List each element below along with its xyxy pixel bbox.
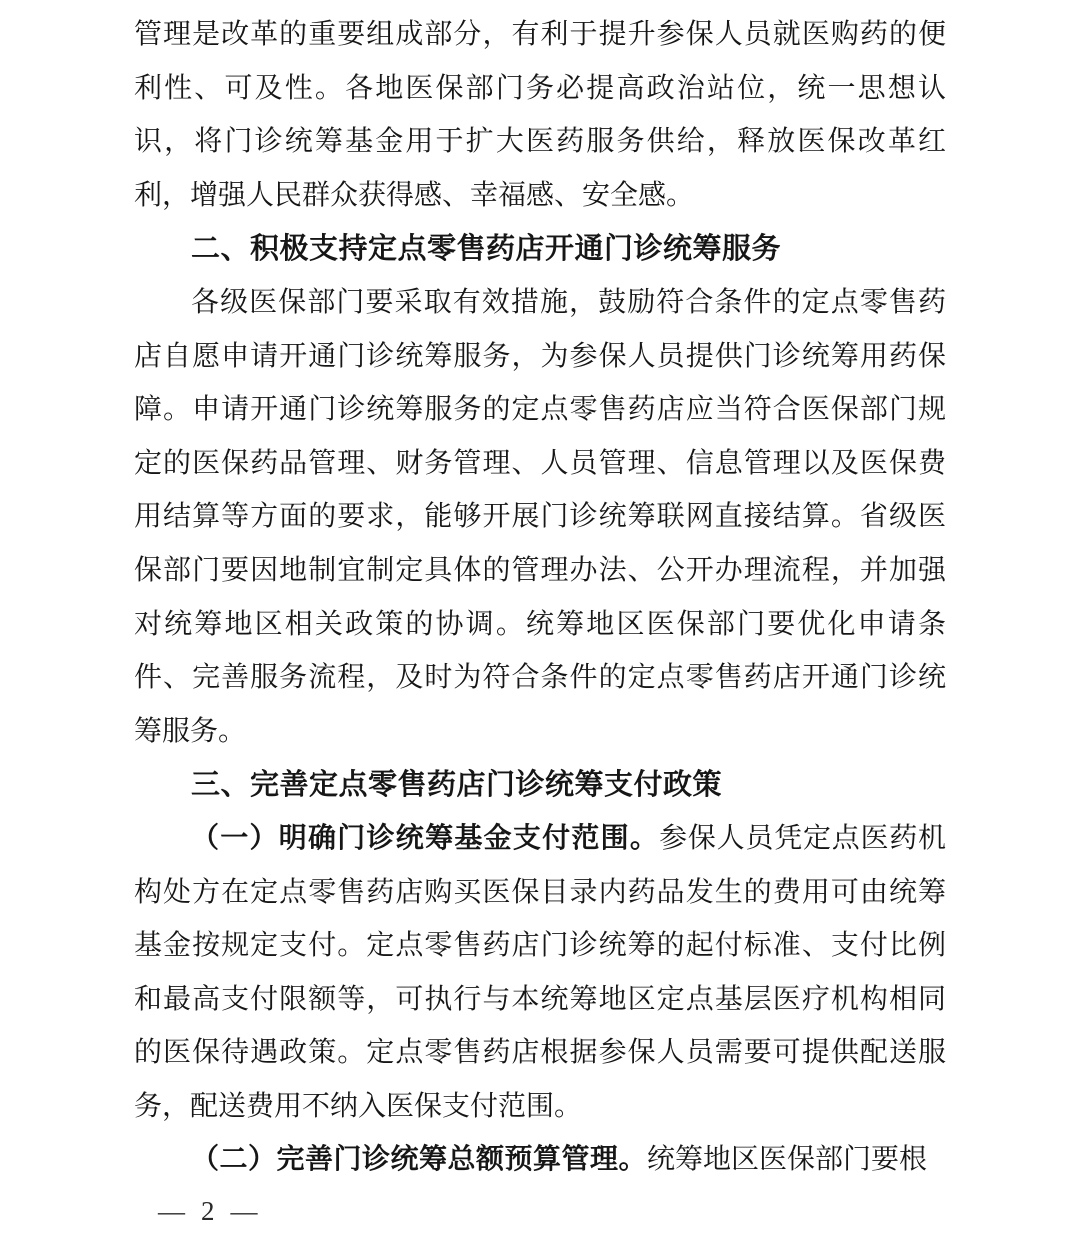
text-segment: 管理是改革的重要组成部分，有利于提升参保人员就医购药的便: [134, 19, 946, 50]
text-segment: 务，配送费用不纳入医保支付范围。: [134, 1090, 583, 1122]
text-line: [134, 919, 946, 973]
footer-dash-left: —: [158, 1196, 185, 1226]
text-line: [134, 8, 946, 62]
text-segment: 各级医保部门要采取有效措施，鼓励符合条件的定点零售药: [191, 286, 946, 318]
bold-text-segment: （二）完善门诊统筹总额预算管理。: [191, 1144, 648, 1176]
text-line: [134, 437, 946, 491]
paragraph-section-2: [134, 276, 946, 758]
text-line: [134, 758, 946, 812]
paragraph-item-1: [134, 812, 946, 1134]
text-segment: 的医保待遇政策。定点零售药店根据参保人员需要可提供配送服: [134, 1037, 946, 1069]
text-segment: 障。申请开通门诊统筹服务的定点零售药店应当符合医保部门规: [134, 394, 946, 426]
footer-page-number: 2: [201, 1196, 215, 1226]
text-line: [134, 1080, 946, 1134]
text-segment: 和最高支付限额等，可执行与本统筹地区定点基层医疗机构相同: [134, 983, 946, 1015]
text-line: [134, 383, 946, 437]
text-line: [134, 1026, 946, 1080]
text-line: [134, 62, 946, 116]
text-line: [134, 115, 946, 169]
section-heading-3: [134, 758, 946, 812]
text-segment: 利，增强人民群众获得感、幸福感、安全感。: [134, 179, 695, 211]
text-segment: 件、完善服务流程，及时为符合条件的定点零售药店开通门诊统: [134, 662, 946, 694]
text-segment: 对统筹地区相关政策的协调。统筹地区医保部门要优化申请条: [134, 608, 946, 640]
paragraph-continuation: [134, 8, 946, 222]
text-line: [134, 705, 946, 759]
text-line: [134, 544, 946, 598]
text-segment: 用结算等方面的要求，能够开展门诊统筹联网直接结算。省级医: [134, 501, 946, 533]
text-segment: 识，将门诊统筹基金用于扩大医药服务供给，释放医保改革红: [134, 126, 946, 158]
text-segment: 定的医保药品管理、财务管理、人员管理、信息管理以及医保费: [134, 447, 946, 479]
text-line: [134, 276, 946, 330]
text-segment: 利性、可及性。各地医保部门务必提高政治站位，统一思想认: [134, 72, 946, 104]
text-segment: 构处方在定点零售药店购买医保目录内药品发生的费用可由统筹: [134, 876, 946, 908]
document-body: [134, 8, 946, 1187]
text-segment: 筹服务。: [134, 715, 247, 747]
text-line: [134, 866, 946, 920]
paragraph-item-2: [134, 1133, 946, 1187]
bold-text-segment: 二、积极支持定点零售药店开通门诊统筹服务: [191, 231, 782, 266]
text-line: [134, 812, 946, 866]
footer-dash-right: —: [230, 1196, 258, 1226]
page-footer: [158, 1190, 258, 1232]
text-line: [134, 222, 946, 276]
text-line: [134, 598, 946, 652]
text-line: [134, 169, 946, 223]
text-line: [134, 330, 946, 384]
text-segment: 店自愿申请开通门诊统筹服务，为参保人员提供门诊统筹用药保: [134, 340, 946, 372]
text-line: [134, 490, 946, 544]
bold-text-segment: （一）明确门诊统筹基金支付范围。: [191, 822, 660, 854]
text-line: [134, 1133, 946, 1187]
text-segment: 统筹地区医保部门要根: [647, 1144, 928, 1176]
text-line: [134, 973, 946, 1027]
text-segment: 基金按规定支付。定点零售药店门诊统筹的起付标准、支付比例: [134, 930, 946, 962]
text-segment: 保部门要因地制宜制定具体的管理办法、公开办理流程，并加强: [134, 554, 946, 586]
bold-text-segment: 三、完善定点零售药店门诊统筹支付政策: [191, 767, 723, 802]
section-heading-2: [134, 222, 946, 276]
text-line: [134, 651, 946, 705]
text-segment: 参保人员凭定点医药机: [659, 822, 946, 854]
